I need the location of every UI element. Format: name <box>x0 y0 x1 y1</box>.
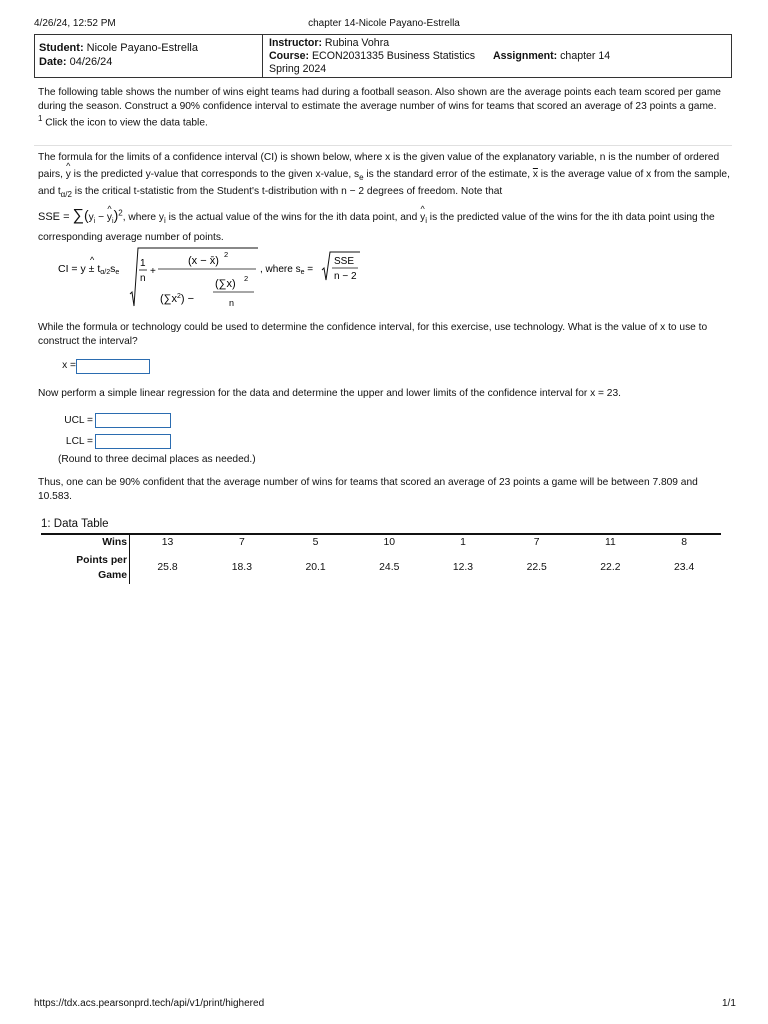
x-answer-row <box>58 359 76 373</box>
row-header-points-a: Points per <box>76 554 127 566</box>
svg-text:2: 2 <box>224 250 229 259</box>
desc-part-3: is the standard error of the estimate, <box>363 168 533 180</box>
sse-sum-expression: $\sum(y_i$ − ^ $y_i)^2$ <box>73 212 123 223</box>
desc-part-2: is the predicted y-value that corresponds to the given x-value, s <box>70 168 360 180</box>
ucl-input[interactable] <box>95 413 171 428</box>
sse-rest-2: is the predicted value of the wins for the ith data point using the corresponding average number of points. <box>38 212 715 243</box>
table-cell: 25.8 <box>157 561 178 573</box>
term: Spring 2024 <box>269 63 327 76</box>
date-label: Date: <box>39 55 67 68</box>
table-cell: 20.1 <box>305 561 326 573</box>
frac-one: 1 <box>140 258 146 269</box>
course-name: ECON2031335 Business Statistics <box>311 50 476 63</box>
table-cell: 12.3 <box>452 561 474 573</box>
course-label: Course: <box>269 50 310 63</box>
row-header-points <box>41 552 130 584</box>
table-cell: 23.4 <box>674 561 695 573</box>
instructor-label: Instructor: <box>269 37 322 49</box>
ucl-answer-row <box>58 414 93 428</box>
student-name: Nicole Payano-Estrella <box>86 42 198 54</box>
table-cell: 5 <box>312 537 319 549</box>
print-title: chapter 14-Nicole Payano-Estrella <box>308 18 460 29</box>
t-subscript: α/2 <box>60 190 72 200</box>
table-cell: 8 <box>681 537 687 549</box>
se-subscript: e <box>359 172 364 182</box>
numerator: (x − x̄) <box>188 255 219 267</box>
table-row <box>41 534 721 552</box>
data-table-link[interactable] <box>38 114 732 130</box>
table-cell: 22.5 <box>526 561 547 573</box>
print-datetime: 4/26/24, 12:52 PM <box>34 18 116 29</box>
lcl-input[interactable] <box>95 434 171 449</box>
yi-subscript: i <box>164 216 166 226</box>
row-header-points-b: Game <box>98 570 127 581</box>
sse-definition: SSE = $\sum(y_i$ − ^ $y_i)^2$, where $y_i$ is the actual value of the wins for the ith data point, and ^ $y_i$ is the predicted value of the wins for the ith data point using the corresponding average number of points. <box>38 203 732 246</box>
x-input[interactable] <box>76 359 150 374</box>
plus-sign: + <box>150 266 156 277</box>
where-se: , where $s_e$ = <box>260 264 314 276</box>
ci-lhs: CI = y ± tα/2se <box>58 263 120 276</box>
desc-part-4: is the average value of x from the sample, and t <box>38 168 730 198</box>
instructor-name: Rubina Vohra <box>324 37 390 49</box>
footnote-text: Click the icon to view the data table. <box>45 116 208 128</box>
table-cell: 22.2 <box>600 561 621 573</box>
footer-url: https://tdx.acs.pearsonprd.tech/api/v1/print/highered <box>34 998 265 1009</box>
problem-intro <box>38 86 732 130</box>
assignment-info-box <box>34 34 732 78</box>
sse-rest: is the actual value of the wins for the ith data point, and <box>165 212 421 224</box>
ci-formula <box>58 244 398 314</box>
assignment-name: chapter 14 <box>560 50 611 63</box>
conclusion: Thus, one can be 90% confident that the average number of wins for teams that scored an average of 23 points a game will be between 7.809 and 10.583. <box>38 477 698 502</box>
data-table-title: 1: Data Table <box>41 518 109 530</box>
question-limits: Now perform a simple linear regression for the data and determine the upper and lower limits of the confidence interval for x = 23. <box>38 388 621 399</box>
student-label: Student: <box>39 42 84 54</box>
x-label: x = <box>62 360 76 371</box>
student-info <box>39 35 263 77</box>
assignment-label: Assignment: <box>493 50 558 63</box>
yi-hat-symbol: ^ y <box>420 210 425 227</box>
x-bar-symbol: $\overline{x}$ <box>532 168 538 180</box>
row-header-wins: Wins <box>41 534 130 552</box>
sse-lead: SSE = <box>38 211 73 224</box>
table-cell: 7 <box>533 537 540 549</box>
table-cell: 10 <box>383 537 396 549</box>
ci-yhat-caret: ^ <box>90 255 95 265</box>
course-info <box>269 37 610 77</box>
svg-text:2: 2 <box>244 274 249 283</box>
denominator-left: $(\sum x^2)$ − <box>160 293 195 305</box>
sse-mid: , where y <box>122 212 165 224</box>
se-n-minus-2: n − 2 <box>334 271 357 282</box>
data-table <box>41 533 721 584</box>
date-value: 04/26/24 <box>69 55 113 68</box>
desc-part-5: is the critical t-statistic from the Student's t-distribution with n − 2 degrees of freedom. Note that <box>71 186 503 198</box>
desc-part-1: The formula for the limits of a confidence interval (CI) is shown below, where x is the given value of the explanatory variable, n is the number of ordered pairs, <box>38 152 720 180</box>
intro-text: The following table shows the number of wins eight teams had during a football season. Also shown are the average points each team scored per game during the season. Construct a 90% confidence interval to estimate the average number of wins for teams that scored an average of 23 points a game. <box>38 87 721 112</box>
formula-description <box>38 150 732 246</box>
lcl-label: LCL = <box>65 436 93 447</box>
table-cell: 24.5 <box>379 561 400 573</box>
table-cell: 7 <box>238 537 245 549</box>
frac-n: n <box>140 273 146 284</box>
se-sse: SSE <box>334 256 355 267</box>
ucl-label: UCL = <box>64 415 93 426</box>
lcl-answer-row <box>58 435 93 449</box>
table-cell: 18.3 <box>231 561 252 573</box>
denominator-sum: (∑x) <box>215 278 236 290</box>
section-divider <box>34 145 732 146</box>
table-cell: 1 <box>460 537 466 549</box>
footer-page: 1/1 <box>722 998 736 1009</box>
y-hat-symbol: ^ y <box>66 167 71 184</box>
question-x: While the formula or technology could be used to determine the confidence interval, for this exercise, use technology. What is the value of x to use to construct the interval? <box>38 322 708 347</box>
denominator-n: n <box>229 298 235 308</box>
footnote-mark: 1 <box>38 113 43 123</box>
table-cell: 11 <box>604 537 616 549</box>
table-cell: 13 <box>161 537 174 549</box>
table-row <box>41 552 721 584</box>
round-note: (Round to three decimal places as needed.) <box>58 454 256 465</box>
